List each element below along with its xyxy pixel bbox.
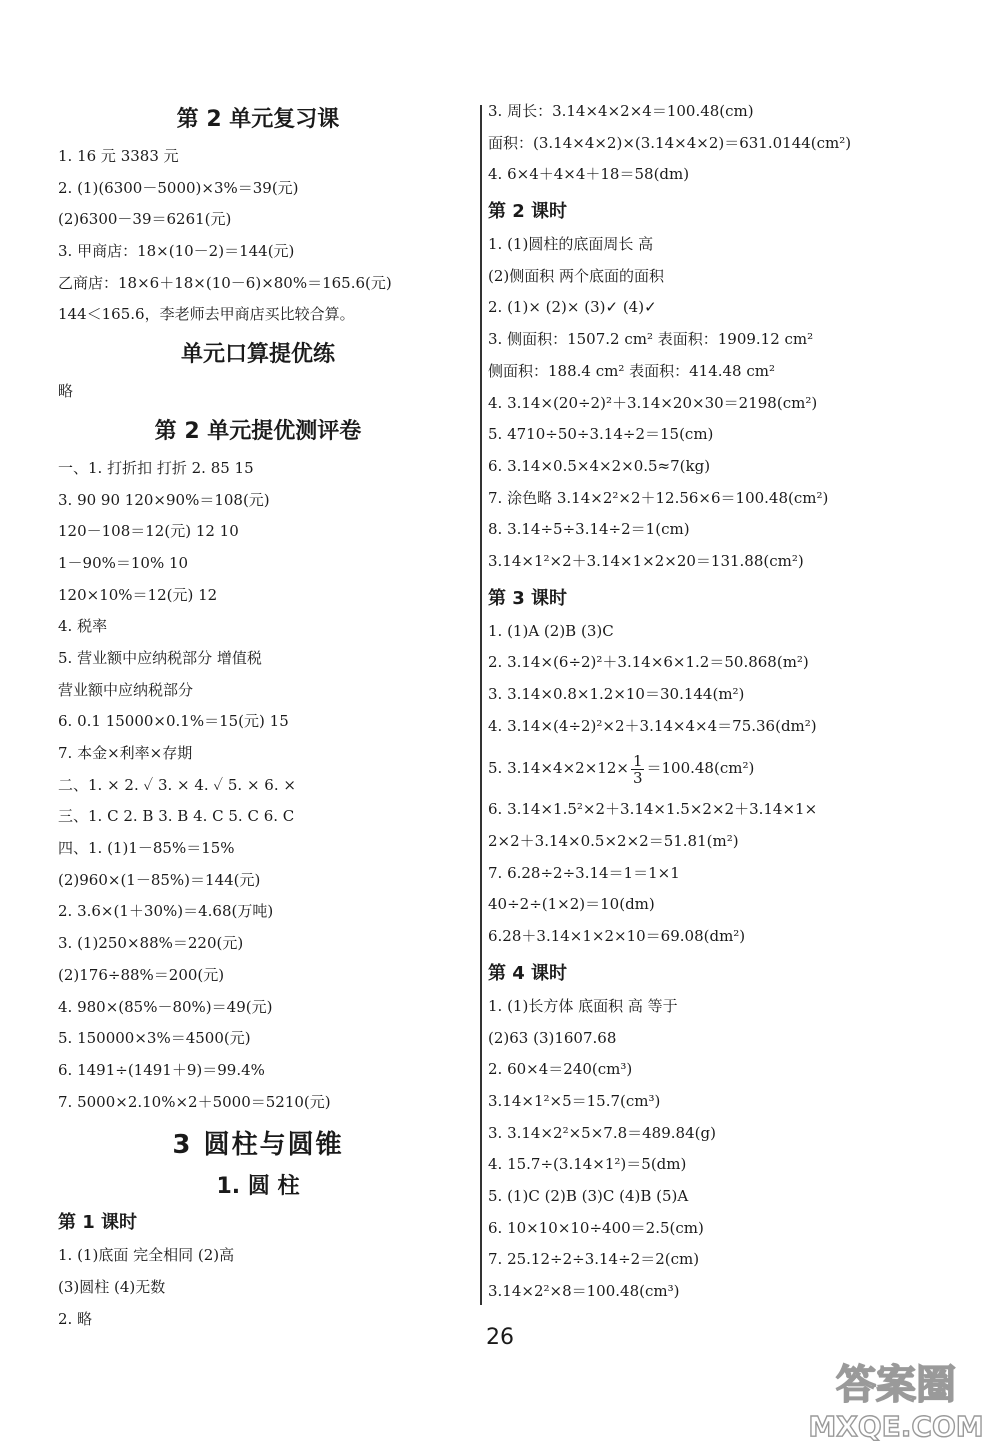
answer-line: 2. 60×4＝240(cm³) xyxy=(488,1060,633,1079)
answer-line: (2)63 (3)1607.68 xyxy=(488,1028,617,1047)
answer-line: 6. 3.14×0.5×4×2×0.5≈7(kg) xyxy=(488,456,711,475)
watermark-top: 答案圈 xyxy=(836,1362,956,1408)
answer-line: 6. 3.14×1.5²×2＋3.14×1.5×2×2＋3.14×1× xyxy=(488,800,818,819)
answer-line: 5. 150000×3%＝4500(元) xyxy=(58,1029,251,1048)
answer-line: 7. 25.12÷2÷3.14÷2＝2(cm) xyxy=(488,1250,700,1269)
answer-line: (2)176÷88%＝200(元) xyxy=(58,965,225,984)
answer-line: 乙商店：18×6＋18×(10－6)×80%＝165.6(元) xyxy=(58,273,392,292)
column-divider xyxy=(480,105,482,1305)
answer-line: 2. (1)× (2)× (3)✓ (4)✓ xyxy=(488,298,657,317)
answer-text: ＝100.48(cm²) xyxy=(646,759,755,778)
answer-line: 8. 3.14÷5÷3.14÷2＝1(cm) xyxy=(488,520,690,539)
answer-line: 2×2＋3.14×0.5×2×2＝51.81(m²) xyxy=(488,832,739,851)
answer-line: 6. 10×10×10÷400＝2.5(cm) xyxy=(488,1218,704,1237)
watermark-bottom: MXQE.COM xyxy=(808,1410,984,1443)
answer-line: 三、1. C 2. B 3. B 4. C 5. C 6. C xyxy=(58,807,295,826)
watermark-logo xyxy=(806,1350,986,1445)
page-number: 26 xyxy=(486,1325,514,1350)
answer-line: 120－108＝12(元) 12 10 xyxy=(58,522,239,541)
answer-line: 1. (1)圆柱的底面周长 高 xyxy=(488,235,654,254)
answer-line: 4. 6×4＋4×4＋18＝58(dm) xyxy=(488,165,690,184)
answer-line: 3. 甲商店：18×(10－2)＝144(元) xyxy=(58,242,295,261)
answer-text: 5. 3.14×4×2×12× xyxy=(488,759,629,778)
answer-line: 侧面积：188.4 cm² 表面积：414.48 cm² xyxy=(488,361,776,380)
answer-line: 120×10%＝12(元) 12 xyxy=(58,585,218,604)
answer-line: 2. (1)(6300－5000)×3%＝39(元) xyxy=(58,178,299,197)
answer-line xyxy=(488,742,948,794)
answer-line: 7. 本金×利率×存期 xyxy=(58,744,193,762)
answer-line: 3.14×2²×8＝100.48(cm³) xyxy=(488,1282,680,1300)
answer-line: (2)960×(1－85%)＝144(元) xyxy=(58,870,261,889)
lesson-heading: 第 4 课时 xyxy=(488,962,568,984)
fraction-denominator: 3 xyxy=(632,768,643,787)
lesson-heading: 第 2 课时 xyxy=(488,201,568,223)
answer-line: 7. 6.28÷2÷3.14＝1＝1×1 xyxy=(488,863,680,882)
answer-line: 5. 营业额中应纳税部分 增值税 xyxy=(58,648,262,667)
answer-line: 5. (1)C (2)B (3)C (4)B (5)A xyxy=(488,1186,689,1205)
answer-line: 3. 侧面积：1507.2 cm² 表面积：1909.12 cm² xyxy=(488,330,814,349)
answer-line: 4. 税率 xyxy=(58,617,108,636)
answer-line: 2. 略 xyxy=(58,1309,93,1328)
answer-line: 面积：(3.14×4×2)×(3.14×4×2)＝631.0144(cm²) xyxy=(488,133,852,152)
answer-line: 6. 1491÷(1491＋9)＝99.4% xyxy=(58,1060,265,1079)
answer-line: 4. 3.14×(4÷2)²×2＋3.14×4×4＝75.36(dm²) xyxy=(488,716,817,735)
answer-line: 四、1. (1)1－85%＝15% xyxy=(58,839,235,858)
left-column xyxy=(58,96,458,1335)
answer-line: 4. 3.14×(20÷2)²＋3.14×20×30＝2198(cm²) xyxy=(488,393,818,412)
answer-line: (3)圆柱 (4)无数 xyxy=(58,1277,166,1296)
answer-line: 1. (1)A (2)B (3)C xyxy=(488,621,614,640)
answer-line: 1－90%＝10% 10 xyxy=(58,553,189,572)
answer-line: 7. 5000×2.10%×2＋5000＝5210(元) xyxy=(58,1092,331,1111)
answer-line: 1. 16 元 3383 元 xyxy=(58,147,179,165)
answer-line: 6.28＋3.14×1×2×10＝69.08(dm²) xyxy=(488,927,746,946)
answer-line: 3.14×1²×2＋3.14×1×2×20＝131.88(cm²) xyxy=(488,551,804,570)
answer-line: 3. 周长：3.14×4×2×4＝100.48(cm) xyxy=(488,102,754,120)
answer-line: 一、1. 打折扣 打折 2. 85 15 xyxy=(58,458,254,477)
answer-line: 二、1. × 2. ✓ 3. × 4. ✓ 5. × 6. × xyxy=(58,775,296,794)
answer-line: 7. 涂色略 3.14×2²×2＋12.56×6＝100.48(cm²) xyxy=(488,488,829,507)
answer-line: 4. 15.7÷(3.14×1²)＝5(dm) xyxy=(488,1155,687,1174)
answer-line: 5. 4710÷50÷3.14÷2＝15(cm) xyxy=(488,425,714,444)
section-heading: 1. 圆 柱 xyxy=(216,1174,300,1200)
answer-line: 营业额中应纳税部分 xyxy=(58,680,194,699)
answer-line: 4. 980×(85%－80%)＝49(元) xyxy=(58,997,273,1016)
right-column xyxy=(488,96,948,1308)
section-heading: 单元口算提优练 xyxy=(180,342,335,368)
section-heading: 第 2 单元提优测评卷 xyxy=(154,418,362,444)
answer-line: (2)6300－39＝6261(元) xyxy=(58,210,232,229)
answer-line: 40÷2÷(1×2)＝10(dm) xyxy=(488,895,655,914)
answer-line: 144＜165.6，李老师去甲商店买比较合算。 xyxy=(58,305,355,324)
answer-line: 3.14×1²×5＝15.7(cm³) xyxy=(488,1091,661,1110)
answer-line: 3. 3.14×2²×5×7.8＝489.84(g) xyxy=(488,1123,716,1142)
answer-line: 略 xyxy=(58,382,74,401)
answer-line: 3. (1)250×88%＝220(元) xyxy=(58,934,244,953)
lesson-heading: 第 3 课时 xyxy=(488,587,568,609)
answer-line: 3. 3.14×0.8×1.2×10＝30.144(m²) xyxy=(488,685,745,703)
answer-line: 2. 3.6×(1＋30%)＝4.68(万吨) xyxy=(58,902,274,921)
answer-line: 3. 90 90 120×90%＝108(元) xyxy=(58,490,270,509)
answer-line: 6. 0.1 15000×0.1%＝15(元) 15 xyxy=(58,712,289,731)
answer-line: 1. (1)长方体 底面积 高 等于 xyxy=(488,996,678,1015)
chapter-heading: 3 圆柱与圆锥 xyxy=(172,1130,344,1161)
fraction-numerator: 1 xyxy=(632,751,643,770)
answer-line: 2. 3.14×(6÷2)²＋3.14×6×1.2＝50.868(m²) xyxy=(488,653,809,672)
lesson-heading: 第 1 课时 xyxy=(58,1212,138,1234)
answer-line: (2)侧面积 两个底面的面积 xyxy=(488,266,665,285)
section-heading: 第 2 单元复习课 xyxy=(176,107,340,132)
answer-line: 1. (1)底面 完全相同 (2)高 xyxy=(58,1246,235,1265)
fraction xyxy=(631,753,645,786)
